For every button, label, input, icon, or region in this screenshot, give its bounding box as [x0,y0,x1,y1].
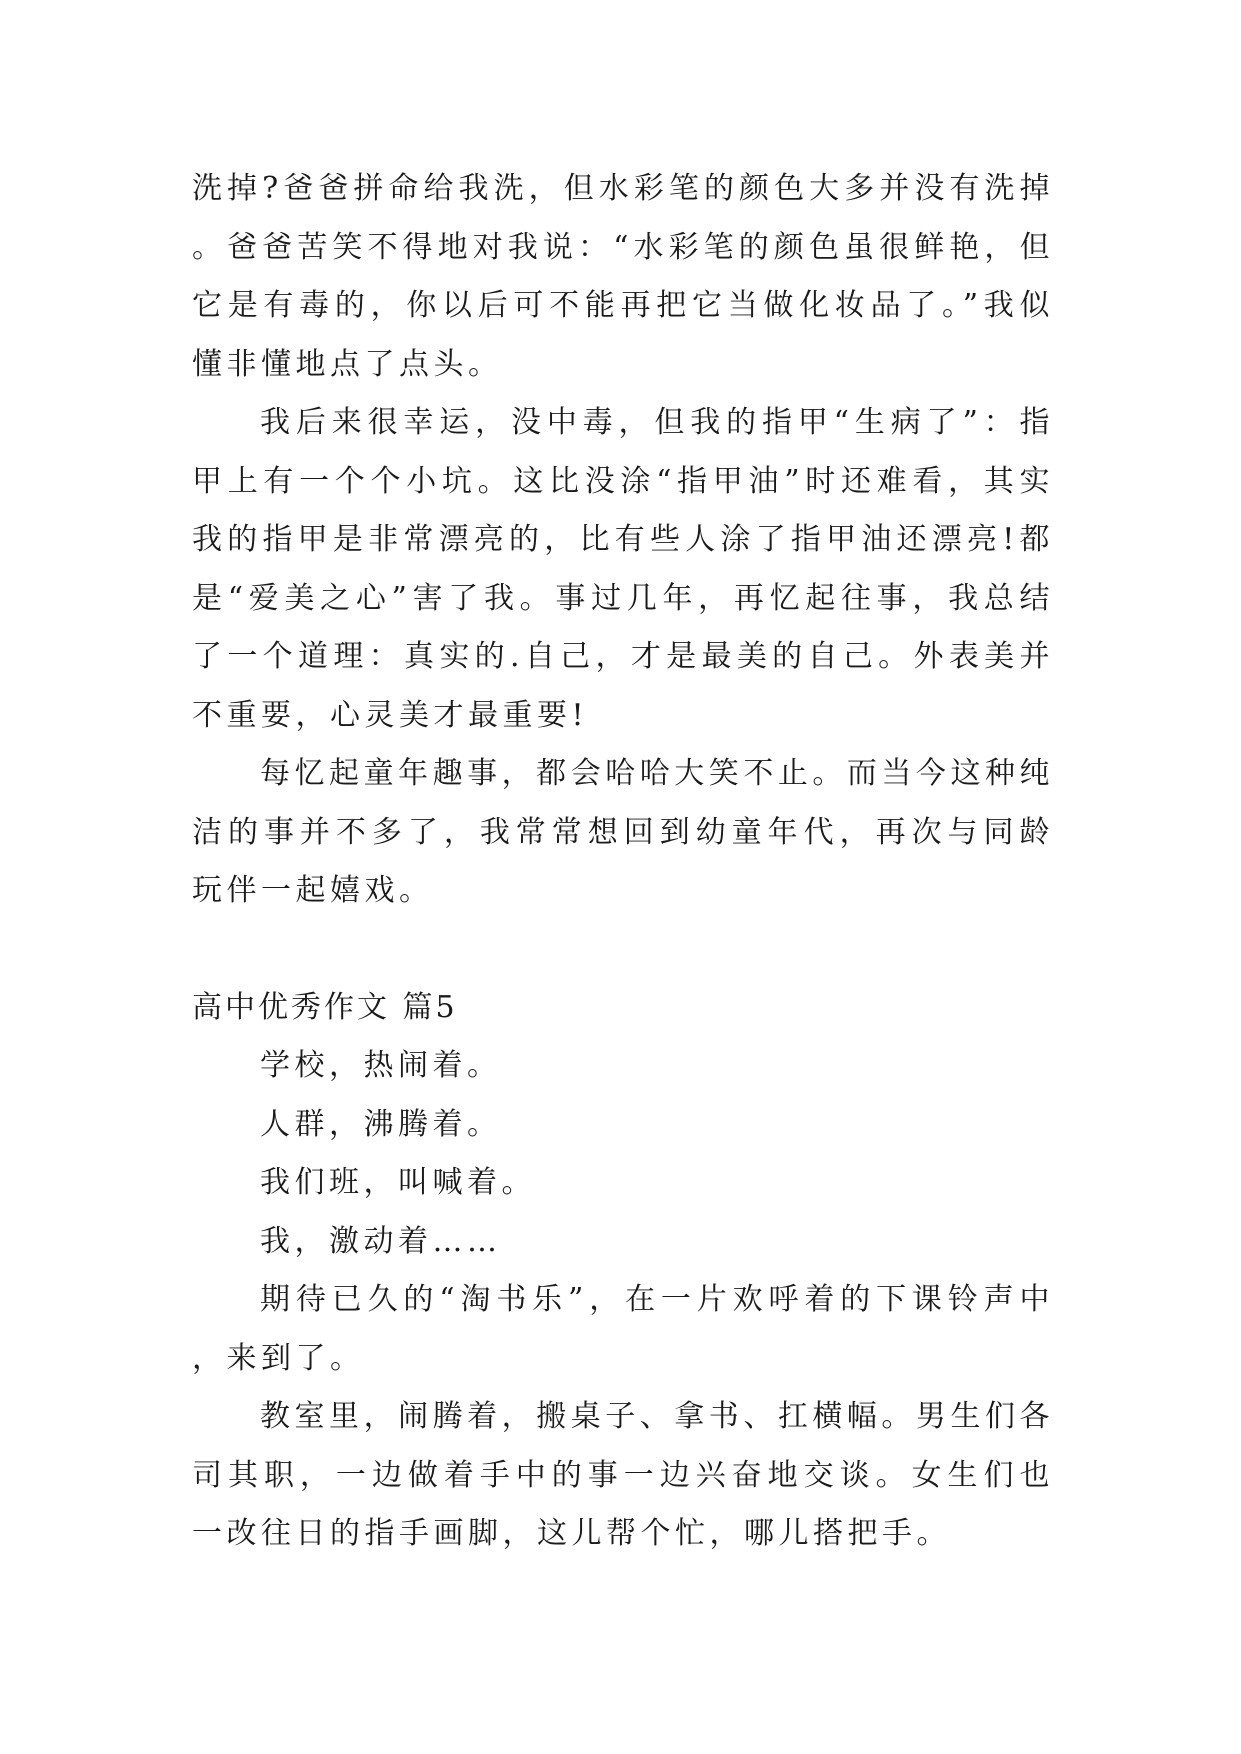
section-title: 高中优秀作文 篇5 [192,989,458,1025]
paragraph: 期待已久的“淘书乐”，在一片欢呼着的下课铃声中，来到了。 [192,1282,1054,1376]
document-page [192,160,1054,1564]
section-gap [192,921,1054,979]
paragraph: 洗掉?爸爸拼命给我洗，但水彩笔的颜色大多并没有洗掉。爸爸苦笑不得地对我说：“水彩笔的颜色虽很鲜艳，但它是有毒的，你以后可不能再把它当做化妆品了。”我似懂非懂地点了点头。 [192,171,1054,382]
paragraph: 教室里，闹腾着，搬桌子、拿书、扛横幅。男生们各司其职，一边做着手中的事一边兴奋地交谈。女生们也一改往日的指手画脚，这儿帮个忙，哪儿搭把手。 [192,1399,1054,1551]
paragraph: 学校，热闹着。 [260,1048,502,1083]
paragraph: 每忆起童年趣事，都会哈哈大笑不止。而当今这种纯洁的事并不多了，我常常想回到幼童年代，再次与同龄玩伴一起嬉戏。 [192,756,1054,908]
paragraph: 人群，沸腾着。 [260,1106,502,1142]
paragraph: 我后来很幸运，没中毒，但我的指甲“生病了”：指甲上有一个个小坑。这比没涂“指甲油”时还难看，其实我的指甲是非常漂亮的，比有些人涂了指甲油还漂亮!都是“爱美之心”害了我。事过几年，再忆起往事，我总结了一个道理：真实的.自己，才是最美的自己。外表美并不重要，心灵美才最重要! [192,405,1054,733]
paragraph: 我，激动着…… [260,1223,502,1259]
paragraph: 我们班，叫喊着。 [260,1165,536,1200]
